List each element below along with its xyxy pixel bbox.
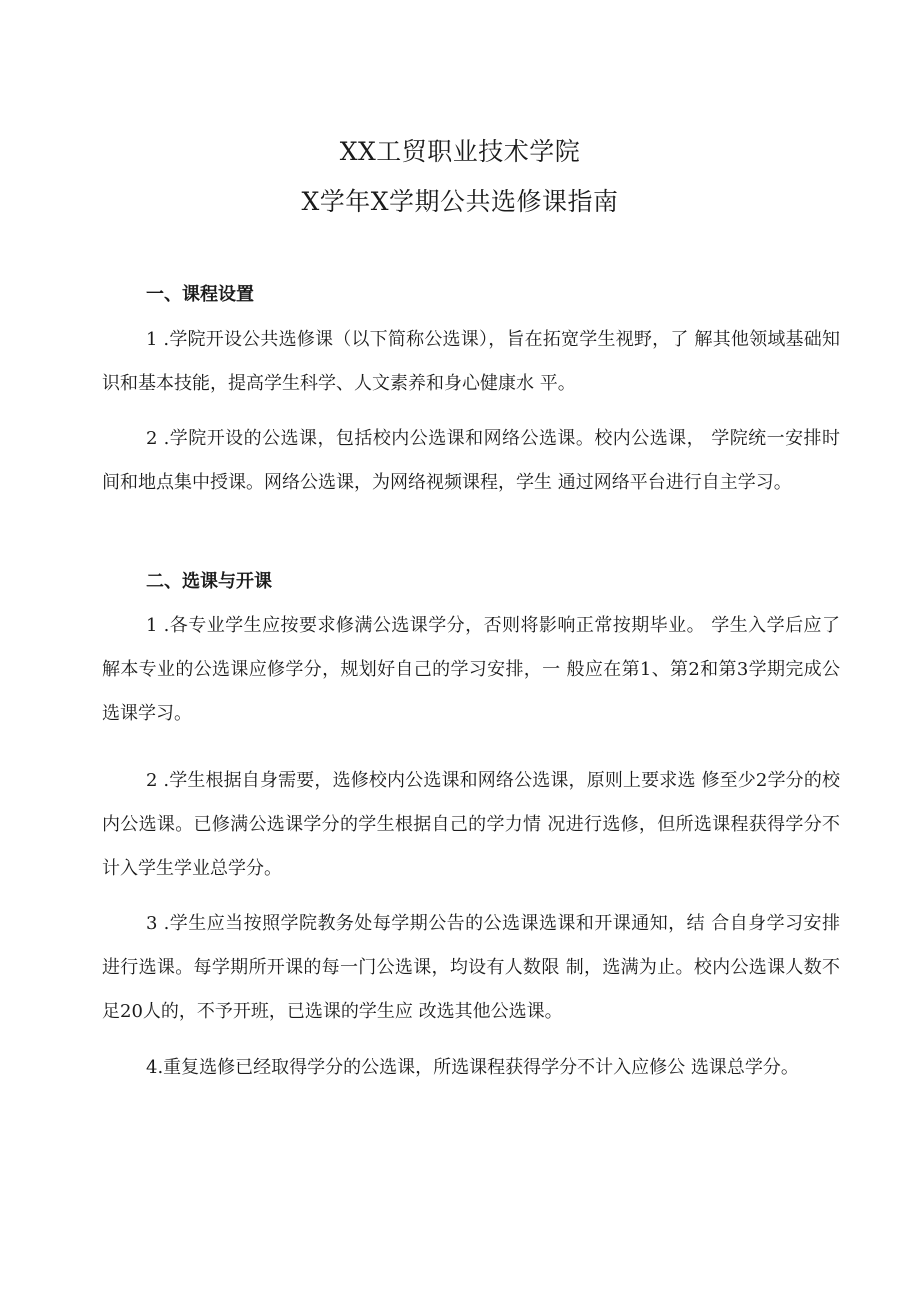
section-heading-selection: 二、选课与开课 xyxy=(146,571,272,592)
document-title-institution: XX工贸职业技术学院 xyxy=(339,137,581,166)
paragraph-selection-1: 1 .各专业学生应按要求修满公选课学分，否则将影响正常按期毕业。 学生入学后应了解本专业的公选课应修学分，规划好自己的学习安排，一 般应在第1、第2和第3学期完成公选课学习。 xyxy=(102,615,840,724)
section-heading-course-setup: 一、课程设置 xyxy=(146,284,254,305)
paragraph-selection-3: 3 .学生应当按照学院教务处每学期公告的公选课选课和开课通知，结 合自身学习安排进行选课。每学期所开课的每一门公选课，均设有人数限 制，选满为止。校内公选课人数不足20人的，不予开班，已选课的学生应 改选其他公选课。 xyxy=(102,913,840,1022)
paragraph-selection-2: 2 .学生根据自身需要，选修校内公选课和网络公选课，原则上要求选 修至少2学分的校内公选课。已修满公选课学分的学生根据自己的学力情 况进行选修，但所选课程获得学分不计入学生学业总学分。 xyxy=(102,770,840,879)
document-title-guide: X学年X学期公共选修课指南 xyxy=(301,187,619,216)
paragraph-selection-4: 4.重复选修已经取得学分的公选课，所选课程获得学分不计入应修公 选课总学分。 xyxy=(146,1057,799,1078)
paragraph-course-setup-2: 2 .学院开设的公选课，包括校内公选课和网络公选课。校内公选课， 学院统一安排时间和地点集中授课。网络公选课，为网络视频课程，学生 通过网络平台进行自主学习。 xyxy=(102,428,840,493)
paragraph-course-setup-1: 1 .学院开设公共选修课（以下简称公选课），旨在拓宽学生视野，了 解其他领域基础知识和基本技能，提高学生科学、人文素养和身心健康水 平。 xyxy=(102,329,840,394)
